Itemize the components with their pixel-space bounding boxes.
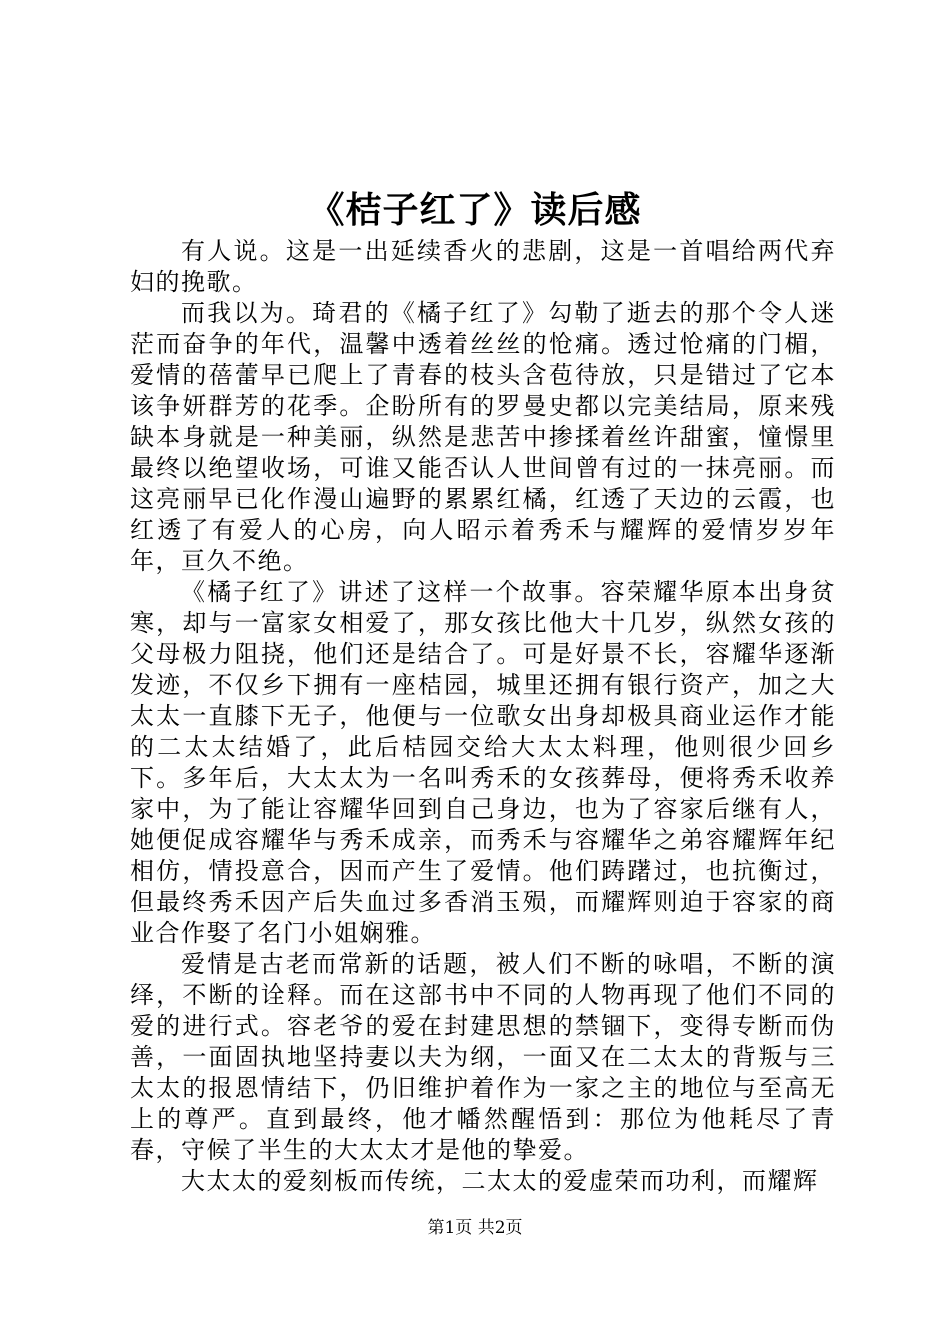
page-title: 《桔子红了》读后感 <box>308 189 642 231</box>
paragraph: 大太太的爱刻板而传统，二太太的爱虚荣而功利，而耀辉 <box>181 1167 819 1195</box>
paragraph: 爱情是古老而常新的话题，被人们不断的咏唱，不断的演绎，不断的诠释。而在这部书中不同的人物再现了他们不同的爱的进行式。容老爷的爱在封建思想的禁锢下，变得专断而伪善，一面固执地坚持妻以夫为纲，一面又在二太太的背叛与三太太的报恩情结下，仍旧维护着作为一家之主的地位与至高无上的尊严。直到最终，他才幡然醒悟到：那位为他耗尽了青春，守候了半生的大太太才是他的挚爱。 <box>130 950 836 1164</box>
page-footer: 第1页 共2页 <box>427 1218 523 1238</box>
article-body <box>130 236 836 1197</box>
paragraph: 有人说。这是一出延续香火的悲剧，这是一首唱给两代弃妇的挽歌。 <box>130 237 836 296</box>
paragraph: 《橘子红了》讲述了这样一个故事。容荣耀华原本出身贫寒，却与一富家女相爱了，那女孩比他大十几岁，纵然女孩的父母极力阻挠，他们还是结合了。可是好景不长，容耀华逐渐发迹，不仅乡下拥有一座桔园，城里还拥有银行资产，加之大太太一直膝下无子，他便与一位歌女出身却极具商业运作才能的二太太结婚了，此后桔园交给大太太料理，他则很少回乡下。多年后，大太太为一名叫秀禾的女孩葬母，便将秀禾收养家中，为了能让容耀华回到自己身边，也为了容家后继有人，她便促成容耀华与秀禾成亲，而秀禾与容耀华之弟容耀辉年纪相仿，情投意合，因而产生了爱情。他们踌躇过，也抗衡过，但最终秀禾因产后失血过多香消玉殒，而耀辉则迫于容家的商业合作娶了名门小姐娴雅。 <box>130 578 836 947</box>
paragraph: 而我以为。琦君的《橘子红了》勾勒了逝去的那个令人迷茫而奋争的年代，温馨中透着丝丝的怆痛。透过怆痛的门楣，爱情的蓓蕾早已爬上了青春的枝头含苞待放，只是错过了它本该争妍群芳的花季。企盼所有的罗曼史都以完美结局，原来残缺本身就是一种美丽，纵然是悲苦中掺揉着丝许甜蜜，憧憬里最终以绝望收场，可谁又能否认人世间曾有过的一抹亮丽。而这亮丽早已化作漫山遍野的累累红橘，红透了天边的云霞，也红透了有爱人的心房，向人昭示着秀禾与耀辉的爱情岁岁年年，亘久不绝。 <box>130 299 836 575</box>
